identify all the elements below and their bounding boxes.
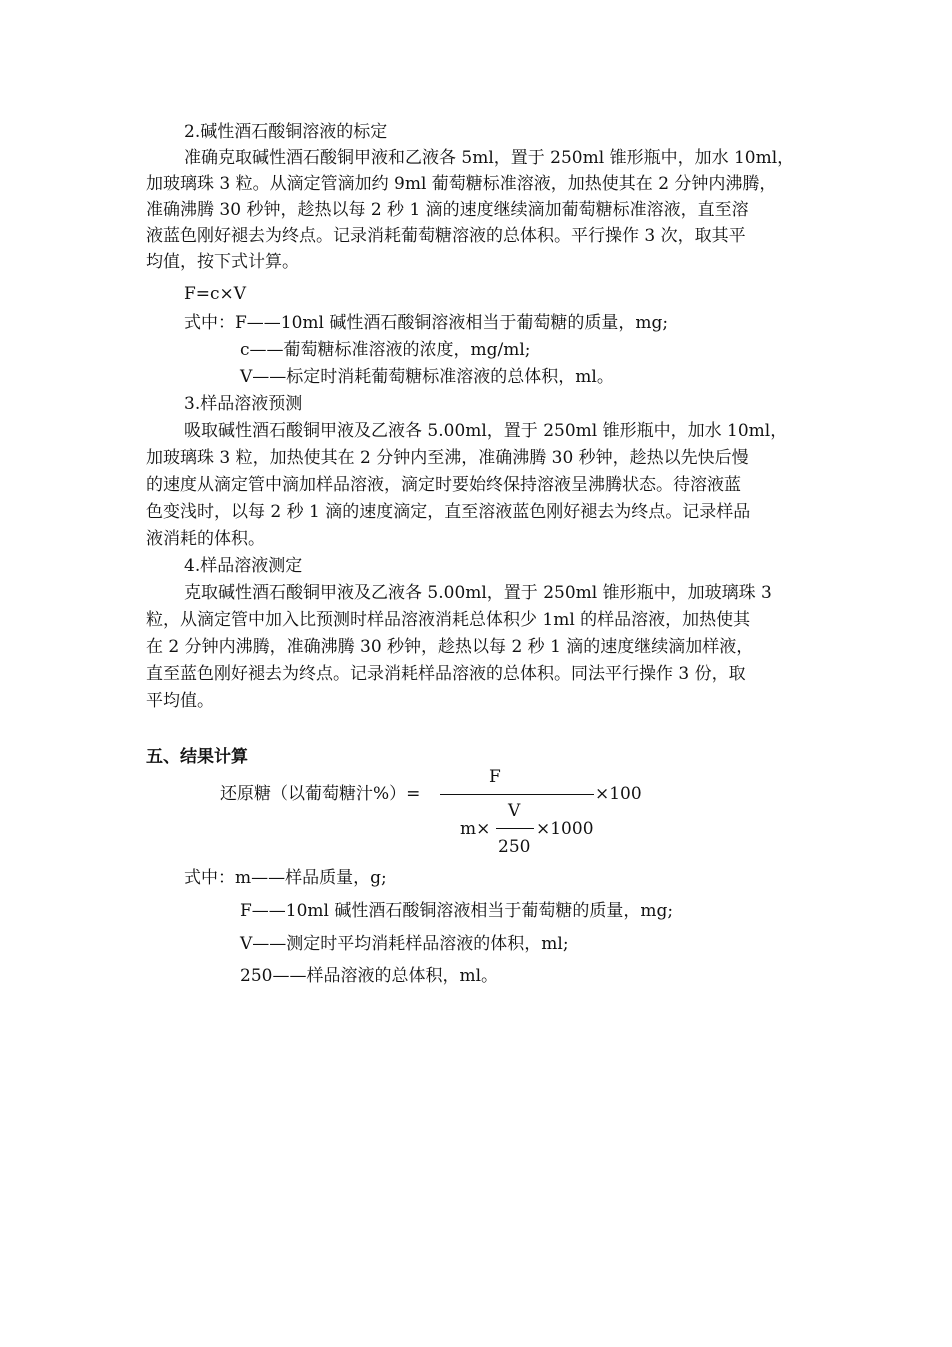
inner-numerator: V (508, 801, 521, 821)
paragraph-line: 的速度从滴定管中滴加样品溶液，滴定时要始终保持溶液呈沸腾状态。待溶液蓝 (146, 475, 741, 495)
section-3-title: 3.样品溶液预测 (184, 394, 303, 414)
definition-line: V——标定时消耗葡萄糖标准溶液的总体积，ml。 (240, 367, 614, 387)
paragraph-line: 色变浅时，以每 2 秒 1 滴的速度滴定，直至溶液蓝色刚好褪去为终点。记录样品 (146, 502, 751, 522)
formula-f-cv: F=c×V (184, 284, 247, 304)
paragraph-line: 加玻璃珠 3 粒。从滴定管滴加约 9ml 葡萄糖标准溶液，加热使其在 2 分钟内沸腾， (146, 174, 777, 194)
section-2-title: 2.碱性酒石酸铜溶液的标定 (184, 122, 388, 142)
formula-lhs: 还原糖（以葡萄糖汁%）= (220, 784, 421, 804)
formula-times-100: ×100 (595, 784, 642, 804)
paragraph-line: 液消耗的体积。 (146, 529, 265, 549)
paragraph-line: 准确沸腾 30 秒钟，趁热以每 2 秒 1 滴的速度继续滴加葡萄糖标准溶液，直至溶 (146, 200, 749, 220)
formula-m-times: m× (460, 819, 491, 839)
inner-fraction-bar (496, 828, 534, 829)
definition-line: 式中：m——样品质量，g; (184, 868, 387, 888)
paragraph-line: 吸取碱性酒石酸铜甲液及乙液各 5.00ml，置于 250ml 锥形瓶中，加水 10ml， (184, 421, 788, 441)
paragraph-line: 均值，按下式计算。 (146, 252, 299, 272)
paragraph-line: 在 2 分钟内沸腾，准确沸腾 30 秒钟，趁热以每 2 秒 1 滴的速度继续滴加样液， (146, 637, 754, 657)
paragraph-line: 液蓝色刚好褪去为终点。记录消耗葡萄糖溶液的总体积。平行操作 3 次，取其平 (146, 226, 746, 246)
definition-line: 式中：F——10ml 碱性酒石酸铜溶液相当于葡萄糖的质量，mg; (184, 313, 669, 333)
definition-line: V——测定时平均消耗样品溶液的体积，ml; (240, 934, 569, 954)
formula-times-1000: ×1000 (536, 819, 594, 839)
definition-line: c——葡萄糖标准溶液的浓度，mg/ml; (240, 340, 531, 360)
paragraph-line: 平均值。 (146, 691, 214, 711)
paragraph-line: 粒，从滴定管中加入比预测时样品溶液消耗总体积少 1ml 的样品溶液，加热使其 (146, 610, 751, 630)
paragraph-line: 克取碱性酒石酸铜甲液及乙液各 5.00ml，置于 250ml 锥形瓶中，加玻璃珠 3 (184, 583, 772, 603)
paragraph-line: 准确克取碱性酒石酸铜甲液和乙液各 5ml，置于 250ml 锥形瓶中，加水 10ml， (184, 148, 795, 168)
inner-denominator: 250 (498, 837, 531, 857)
formula-numerator: F (489, 767, 501, 787)
paragraph-line: 直至蓝色刚好褪去为终点。记录消耗样品溶液的总体积。同法平行操作 3 份，取 (146, 664, 746, 684)
section-5-heading: 五、结果计算 (146, 747, 248, 767)
section-4-title: 4.样品溶液测定 (184, 556, 303, 576)
definition-line: 250——样品溶液的总体积，ml。 (240, 966, 499, 986)
paragraph-line: 加玻璃珠 3 粒，加热使其在 2 分钟内至沸，准确沸腾 30 秒钟，趁热以先快后慢 (146, 448, 749, 468)
definition-line: F——10ml 碱性酒石酸铜溶液相当于葡萄糖的质量，mg; (240, 901, 674, 921)
main-fraction-bar (440, 794, 594, 795)
